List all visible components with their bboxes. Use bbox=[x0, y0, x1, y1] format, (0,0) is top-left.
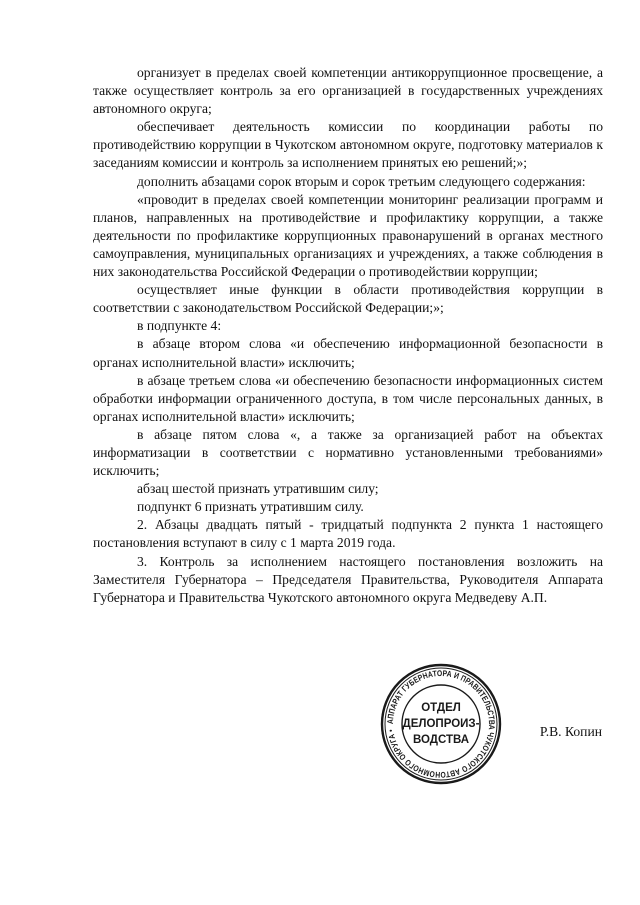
paragraph-8: в абзаце третьем слова «и обеспечению безопасности информационных систем обработки информации ограниченного доступа, в том числе персональных данных, в органах исполнительной власти» исключить; bbox=[93, 372, 603, 424]
paragraph-2: обеспечивает деятельность комиссии по координации работы по противодействию коррупции в Чукотском автономном округе, подготовку материалов к заседаниям комиссии и контроль за исполнением принятых ею решений;»; bbox=[93, 119, 603, 171]
paragraph-10: абзац шестой признать утратившим силу; bbox=[137, 481, 379, 497]
document-body bbox=[93, 64, 603, 607]
paragraph-4: «проводит в пределах своей компетенции мониторинг реализации программ и планов, направленных на противодействие и профилактику коррупции, а также деятельности по профилактике коррупционных правонарушений в органах местного самоуправления, муниципальных организациях и учреждениях, а также соблюдения в них законодательства Российской Федерации о противодействии коррупции; bbox=[93, 191, 603, 280]
signature-name: Р.В. Копин bbox=[539, 724, 602, 739]
paragraph-11: подпункт 6 признать утратившим силу. bbox=[137, 499, 364, 515]
official-stamp bbox=[379, 662, 503, 786]
paragraph-5: осуществляет иные функции в области противодействия коррупции в соответствии с законодательством Российской Федерации;»; bbox=[93, 282, 603, 316]
stamp-center-line-2: ДЕЛОПРОИЗ- bbox=[402, 718, 480, 730]
paragraph-1: организует в пределах своей компетенции антикоррупционное просвещение, а также осуществляет контроль за его организацией в государственных учреждениях автономного округа; bbox=[93, 65, 603, 117]
stamp-seal-icon bbox=[379, 662, 503, 786]
paragraph-6: в подпункте 4: bbox=[137, 318, 222, 334]
paragraph-3: дополнить абзацами сорок вторым и сорок третьим следующего содержания: bbox=[137, 173, 586, 189]
paragraph-13: 3. Контроль за исполнением настоящего постановления возложить на Заместителя Губернатора – Председателя Правительства, Руководителя Аппарата Губернатора и Правительства Чукотского автономного округа Медведеву А.П. bbox=[93, 553, 603, 605]
stamp-center-line-1: ОТДЕЛ bbox=[421, 702, 461, 714]
paragraph-9: в абзаце пятом слова «, а также за организацией работ на объектах информатизации в соответствии с нормативно установленными требованиями» исключить; bbox=[93, 426, 603, 479]
stamp-center-line-3: ВОДСТВА bbox=[412, 734, 470, 746]
paragraph-12: 2. Абзацы двадцать пятый - тридцатый подпункта 2 пункта 1 настоящего постановления вступают в силу с 1 марта 2019 года. bbox=[93, 517, 603, 551]
paragraph-7: в абзаце втором слова «и обеспечению информационной безопасности в органах исполнительной власти» исключить; bbox=[93, 336, 603, 370]
stamp-ring-text: АППАРАТ ГУБЕРНАТОРА И ПРАВИТЕЛЬСТВА ЧУКОТСКОГО АВТОНОМНОГО ОКРУГА • bbox=[384, 667, 498, 781]
